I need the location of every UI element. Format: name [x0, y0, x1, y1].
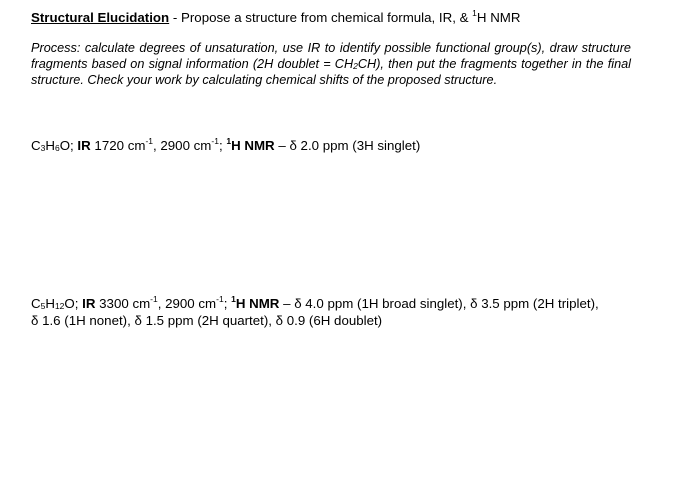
problem-2-formula [31, 296, 75, 311]
ir-unit-exponent-1: -1 [145, 136, 153, 146]
nmr-superscript: 1 [226, 136, 232, 146]
formula-hydrogen: H [45, 138, 55, 153]
ir-value-2: , 2900 cm [153, 138, 212, 153]
formula-carbon: C [31, 296, 41, 311]
problem-2-line-1 [31, 296, 599, 313]
ir-label: IR [77, 138, 91, 153]
separator: ; [218, 138, 227, 153]
worksheet-heading [31, 10, 520, 26]
formula-hydrogen: H [45, 296, 55, 311]
formula-carbon-count: 3 [40, 143, 46, 153]
process-text: Process: calculate degrees of unsaturation, use IR to identify possible functional group(s), draw structure fragments based on signal information (2H doublet = CH [31, 41, 631, 71]
ir-unit-exponent-1: -1 [150, 294, 158, 304]
ir-unit-exponent-2: -1 [211, 136, 219, 146]
problem-1 [31, 138, 420, 155]
heading-title: Structural Elucidation [31, 10, 170, 25]
formula-oxygen: O [64, 296, 75, 311]
formula-hydrogen-count: 12 [54, 301, 65, 311]
ir-value-1: 3300 cm [95, 296, 151, 311]
process-subscript: 2 [353, 60, 358, 71]
problem-2 [31, 296, 599, 329]
heading-dash: - [169, 10, 181, 25]
nmr-label: H NMR [231, 138, 275, 153]
heading-superscript: 1 [472, 8, 477, 18]
problem-1-formula [31, 138, 70, 153]
formula-carbon: C [31, 138, 41, 153]
ir-label: IR [82, 296, 96, 311]
nmr-superscript: 1 [231, 294, 236, 304]
heading-text-end: H NMR [476, 10, 521, 25]
problem-1-line-1 [31, 138, 420, 155]
nmr-signals: – δ 4.0 ppm (1H broad singlet), δ 3.5 ppm (2H triplet), [279, 296, 599, 311]
process-text-end: CH), then put the fragments together in the final structure. Check your work by calculating chemical shifts of the proposed structure. [31, 56, 631, 87]
separator: ; [223, 296, 232, 311]
ir-value-1: 1720 cm [90, 138, 146, 153]
nmr-label: H NMR [235, 296, 280, 311]
heading-text: Propose a structure from chemical formula, IR, & [181, 10, 473, 25]
problem-2-line-2: δ 1.6 (1H nonet), δ 1.5 ppm (2H quartet), δ 0.9 (6H doublet) [31, 312, 383, 328]
formula-hydrogen-count: 6 [54, 143, 60, 153]
separator: ; [74, 296, 83, 311]
nmr-signals: – δ 2.0 ppm (3H singlet) [274, 138, 421, 153]
formula-oxygen: O [59, 138, 71, 153]
separator: ; [70, 138, 78, 153]
ir-unit-exponent-2: -1 [216, 294, 224, 304]
formula-carbon-count: 5 [40, 301, 46, 311]
process-instructions [31, 41, 631, 88]
ir-value-2: , 2900 cm [157, 296, 217, 311]
